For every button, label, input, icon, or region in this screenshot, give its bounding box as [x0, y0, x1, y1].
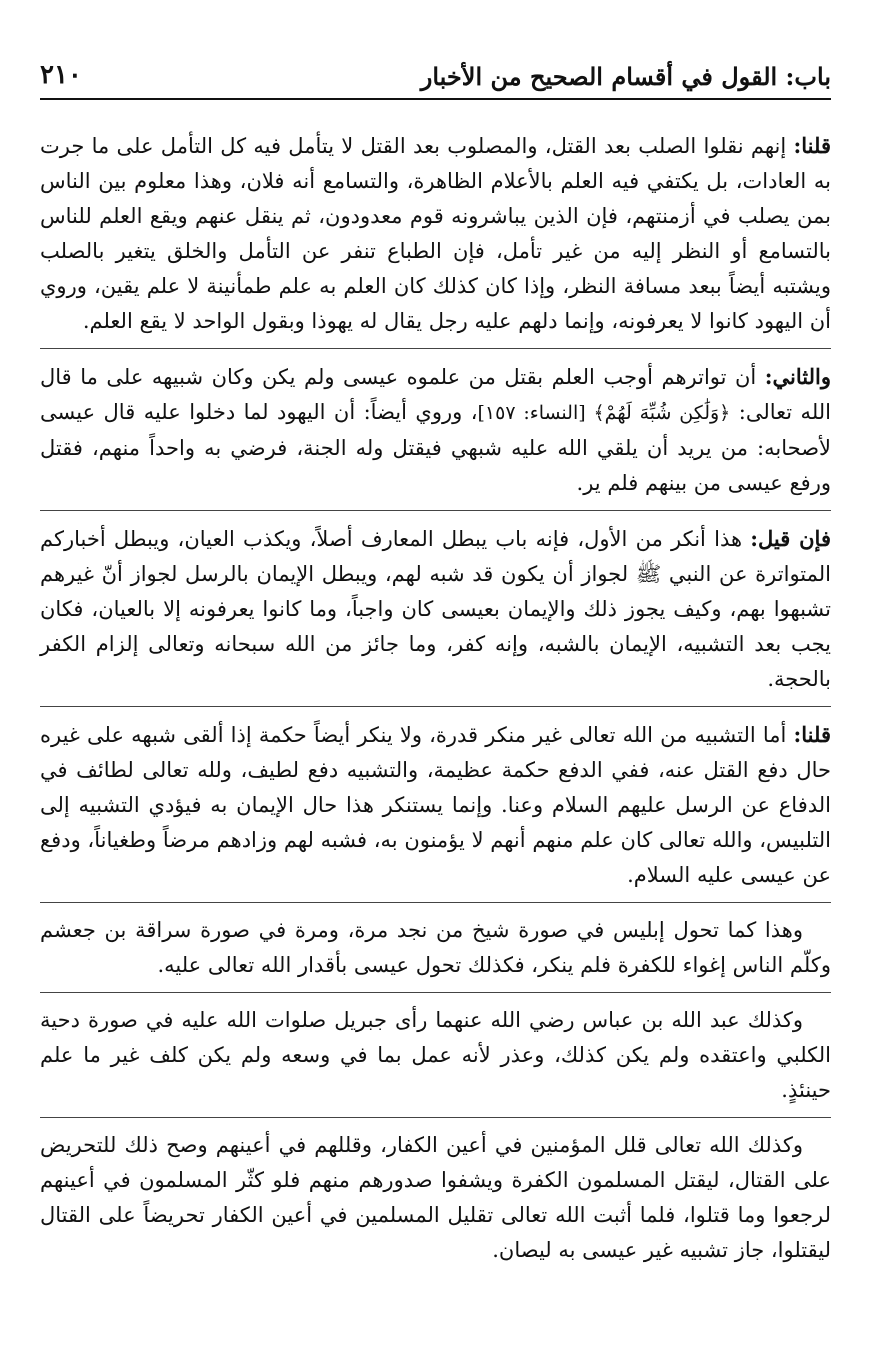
paragraph-divider	[40, 1117, 831, 1118]
paragraph-text: وكذلك الله تعالى قلل المؤمنين في أعين الكفار، وقللهم في أعينهم وصح ذلك للتحريض على القتال، ليقتل المسلمون الكفرة ويشفوا صدورهم منهم فلو كثّر المسلمون في أعينهم لرجعوا وما قتلوا، فلما أثبت الله تعالى تقليل المسلمين في أعين الكفار تحريضاً على القتال ليقتلوا، جاز تشبيه غير عيسى به ليصان.	[40, 1133, 831, 1262]
quran-citation: [النساء: ١٥٧]	[477, 402, 594, 424]
paragraph	[40, 1003, 831, 1108]
paragraph-lead: قلنا:	[793, 722, 831, 747]
paragraph-text: هذا أنكر من الأول، فإنه باب يبطل المعارف أصلاً، ويكذب العيان، ويبطل أخباركم المتواترة عن النبي ﷺ لجواز أن يكون قد شبه لهم، ويبطل الإيمان بالرسل لجواز أنّ غيرهم تشبهوا بهم، وكيف يجوز ذلك والإيمان بعيسى كان واجباً، وما كانوا يعرفونه إلا بالعيان، فكان يجب بعد التشبيه، الإيمان بالشبه، وإنه كفر، وما جائز من الله سبحانه وتعالى إلزام الكفر بالحجة.	[40, 527, 831, 691]
page-body	[40, 128, 831, 1268]
paragraph	[40, 521, 831, 697]
header-rule	[40, 98, 831, 100]
paragraph-text: ، وروي أيضاً: أن اليهود لما دخلوا عليه قال عيسى لأصحابه: من يريد أن يلقي الله عليه شبهي فيقتل وله الجنة، فرضي به واحداً منهم، فقتل ورفع عيسى من بينهم فلم ير.	[40, 400, 831, 495]
paragraph-lead: فإن قيل:	[750, 526, 831, 551]
paragraph	[40, 1128, 831, 1268]
page-number: ٢١٠	[40, 60, 82, 90]
running-title: باب: القول في أقسام الصحيح من الأخبار	[420, 62, 831, 91]
paragraph-divider	[40, 510, 831, 511]
quran-quote: ﴿وَلَٰكِن شُبِّهَ لَهُمْ﴾	[593, 402, 731, 424]
paragraph-text: أن تواترهم أوجب العلم بقتل من علموه عيسى ولم يكن وكان شبيهه على ما قال الله تعالى:	[40, 365, 831, 424]
paragraph-text: وهذا كما تحول إبليس في صورة شيخ من نجد مرة، ومرة في صورة سراقة بن جعشم وكلّم الناس إغواء للكفرة فلم ينكر، فكذلك تحول عيسى بأقدار الله تعالى عليه.	[40, 918, 831, 977]
page-header	[40, 58, 831, 100]
paragraph	[40, 359, 831, 501]
paragraph-lead: والثاني:	[764, 364, 831, 389]
paragraph-divider	[40, 992, 831, 993]
paragraph	[40, 717, 831, 893]
paragraph-divider	[40, 348, 831, 349]
paragraph	[40, 913, 831, 983]
paragraph-divider	[40, 706, 831, 707]
paragraph-lead: قلنا:	[793, 133, 831, 158]
paragraph-text: وكذلك عبد الله بن عباس رضي الله عنهما رأى جبريل صلوات الله عليه في صورة دحية الكلبي واعتقده ولم يكن كذلك، وعذر لأنه عمل بما في وسعه ولم يكن كلف غير ما علم حينئذٍ.	[40, 1008, 831, 1102]
paragraph-text: أما التشبيه من الله تعالى غير منكر قدرة، ولا ينكر أيضاً حكمة إذا ألقى شبهه على غيره حال دفع القتل عنه، ففي الدفع حكمة عظيمة، والتشبيه دفع لطيف، ولله تعالى لطائف في الدفاع عن الرسل عليهم السلام وعنا. وإنما يستنكر هذا حال الإيمان به فيؤدي التشبيه إلى التلبيس، والله تعالى كان علم منهم أنهم لا يؤمنون به، فشبه لهم وزادهم مرضاً وطغياناً، ودفع عن عيسى عليه السلام.	[40, 723, 831, 887]
paragraph-divider	[40, 902, 831, 903]
paragraph-text: إنهم نقلوا الصلب بعد القتل، والمصلوب بعد القتل لا يتأمل فيه كل التأمل على ما جرت به العادات، بل يكتفي فيه العلم بالأعلام الظاهرة، والتسامع أنه فلان، وهذا معلوم بين الناس بمن يصلب في أزمنتهم، فإن الذين يباشرونه قوم معدودون، ثم ينقل عنهم ويقع العلم للناس بالتسامع أو النظر إليه من غير تأمل، فإن الطباع تنفر عن التأمل والخلق يتغير بالصلب ويشتبه أيضاً ببعد مسافة النظر، وإذا كان كذلك كان العلم به علم طمأنينة لا علم يقين، وروي أن اليهود كانوا لا يعرفونه، وإنما دلهم عليه رجل يقال له يهوذا وبقول الواحد لا يقع العلم.	[40, 134, 831, 333]
paragraph	[40, 128, 831, 339]
